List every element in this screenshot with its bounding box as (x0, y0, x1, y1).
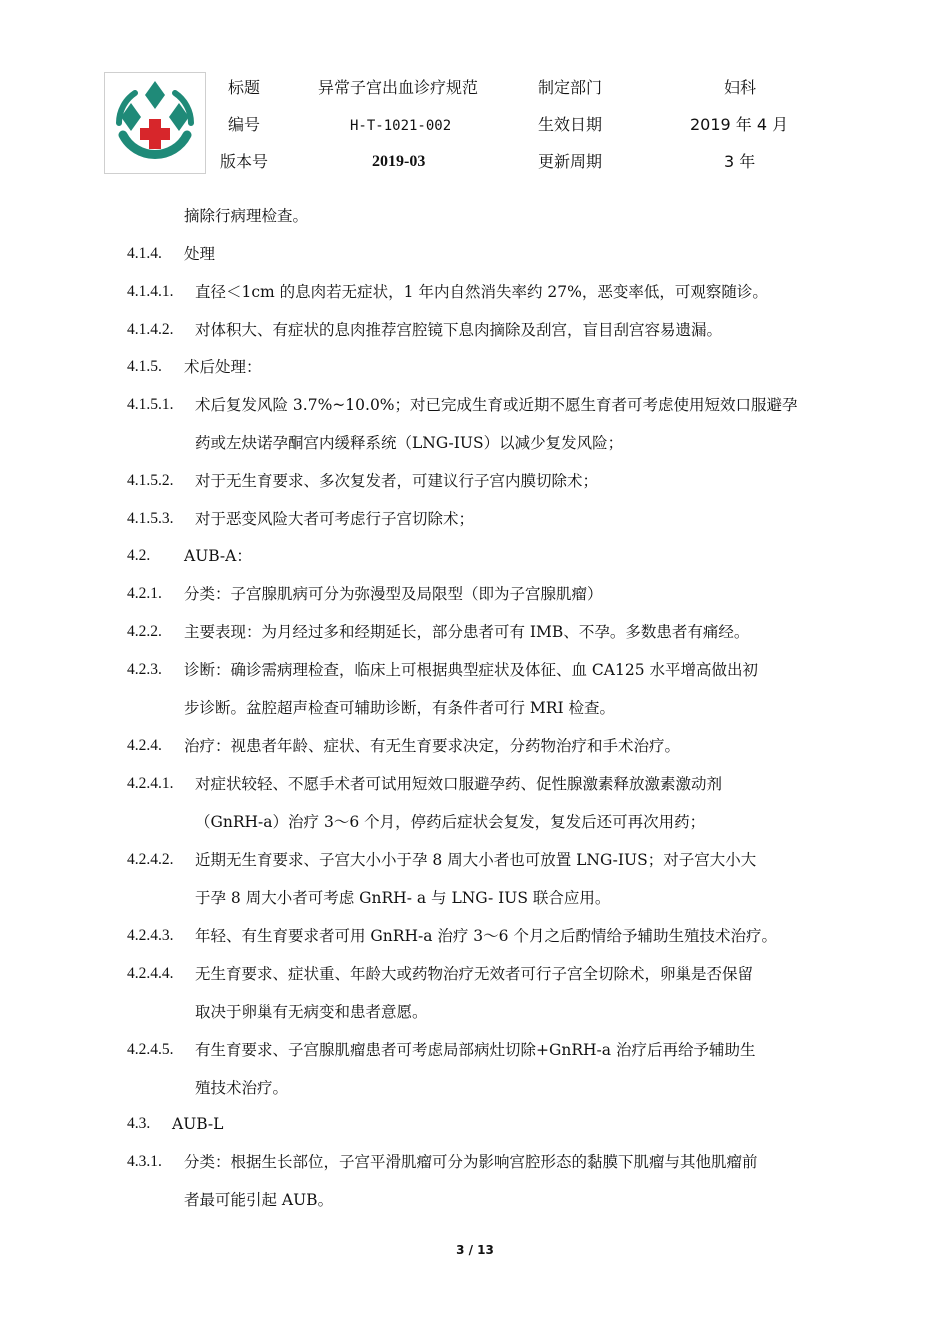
clause-number: 4.2.4.1. (127, 775, 174, 792)
dept-value: 妇科 (724, 78, 757, 97)
title-label: 标题 (228, 78, 261, 97)
clause-number: 4.1.5. (127, 358, 162, 375)
clause-number: 4.2.4.3. (127, 927, 174, 944)
clause-text: 近期无生育要求、子宫大小小于孕 8 周大小者也可放置 LNG-IUS；对子宫大小大 (195, 851, 757, 869)
code-label: 编号 (228, 115, 261, 134)
title-value: 异常子宫出血诊疗规范 (318, 78, 479, 97)
clause-text: （GnRH-a）治疗 3～6 个月，停药后症状会复发，复发后还可再次用药； (195, 813, 706, 831)
clause-text: 药或左炔诺孕酮宫内缓释系统（LNG-IUS）以减少复发风险； (195, 434, 624, 452)
hospital-logo (104, 72, 206, 174)
clause-text: 主要表现：为月经过多和经期延长，部分患者可有 IMB、不孕。多数患者有痛经。 (184, 623, 750, 641)
clause-text: 治疗：视患者年龄、症状、有无生育要求决定，分药物治疗和手术治疗。 (184, 737, 681, 755)
clause-text: 直径＜1cm 的息肉若无症状，1 年内自然消失率约 27%，恶变率低，可观察随诊。 (195, 283, 768, 301)
clause-text: AUB-A： (184, 547, 252, 565)
clause-number: 4.2.3. (127, 661, 162, 678)
clause-text: AUB-L (172, 1115, 224, 1133)
clause-number: 4.1.4.2. (127, 321, 174, 338)
clause-text: 殖技术治疗。 (195, 1079, 289, 1097)
clause-number: 4.2.1. (127, 585, 162, 602)
hospital-logo-icon (105, 73, 205, 173)
clause-number: 4.2.4.4. (127, 965, 174, 982)
cycle-label: 更新周期 (538, 152, 603, 171)
clause-text: 者最可能引起 AUB。 (184, 1191, 334, 1209)
clause-text: 有生育要求、子宫腺肌瘤患者可考虑局部病灶切除+GnRH-a 治疗后再给予辅助生 (195, 1041, 756, 1059)
clause-text: 术后复发风险 3.7%~10.0%；对已完成生育或近期不愿生育者可考虑使用短效口服避孕 (195, 396, 798, 414)
version-label: 版本号 (220, 152, 269, 171)
clause-number: 4.2.2. (127, 623, 162, 640)
clause-text: 对体积大、有症状的息肉推荐宫腔镜下息肉摘除及刮宫，盲目刮宫容易遗漏。 (195, 321, 723, 339)
code-value: H-T-1021-002 (350, 118, 452, 134)
cycle-value: 3 年 (724, 152, 756, 171)
clause-number: 4.3.1. (127, 1153, 162, 1170)
clause-text: 处理 (184, 245, 216, 263)
clause-number: 4.2.4.2. (127, 851, 174, 868)
clause-number: 4.2.4.5. (127, 1041, 174, 1058)
clause-text: 摘除行病理检查。 (184, 207, 309, 225)
clause-text: 对症状较轻、不愿手术者可试用短效口服避孕药、促性腺激素释放激素激动剂 (195, 775, 723, 793)
date-label: 生效日期 (538, 115, 603, 134)
clause-text: 对于无生育要求、多次复发者，可建议行子宫内膜切除术； (195, 472, 599, 490)
clause-text: 年轻、有生育要求者可用 GnRH-a 治疗 3～6 个月之后酌情给予辅助生殖技术治疗。 (195, 927, 777, 945)
clause-text: 术后处理： (184, 358, 262, 376)
clause-number: 4.1.5.3. (127, 510, 174, 527)
dept-label: 制定部门 (538, 78, 603, 97)
clause-text: 取决于卵巢有无病变和患者意愿。 (195, 1003, 428, 1021)
clause-text: 诊断：确诊需病理检查，临床上可根据典型症状及体征、血 CA125 水平增高做出初 (184, 661, 758, 679)
document-header (206, 72, 846, 182)
clause-number: 4.1.4. (127, 245, 162, 262)
clause-number: 4.1.5.1. (127, 396, 174, 413)
clause-text: 于孕 8 周大小者可考虑 GnRH- a 与 LNG- IUS 联合应用。 (195, 889, 611, 907)
clause-number: 4.2. (127, 547, 151, 564)
version-value: 2019-03 (372, 153, 426, 170)
page-number: 3 / 13 (456, 1243, 494, 1257)
clause-text: 步诊断。盆腔超声检查可辅助诊断，有条件者可行 MRI 检查。 (184, 699, 616, 717)
clause-text: 无生育要求、症状重、年龄大或药物治疗无效者可行子宫全切除术，卵巢是否保留 (195, 965, 754, 983)
clause-text: 分类：根据生长部位，子宫平滑肌瘤可分为影响宫腔形态的黏膜下肌瘤与其他肌瘤前 (184, 1153, 758, 1171)
clause-number: 4.1.4.1. (127, 283, 174, 300)
clause-number: 4.1.5.2. (127, 472, 174, 489)
date-value: 2019 年 4 月 (690, 115, 789, 134)
clause-number: 4.2.4. (127, 737, 162, 754)
clause-number: 4.3. (127, 1115, 151, 1132)
clause-text: 对于恶变风险大者可考虑行子宫切除术； (195, 510, 475, 528)
clause-text: 分类：子宫腺肌病可分为弥漫型及局限型（即为子宫腺肌瘤） (184, 585, 603, 603)
